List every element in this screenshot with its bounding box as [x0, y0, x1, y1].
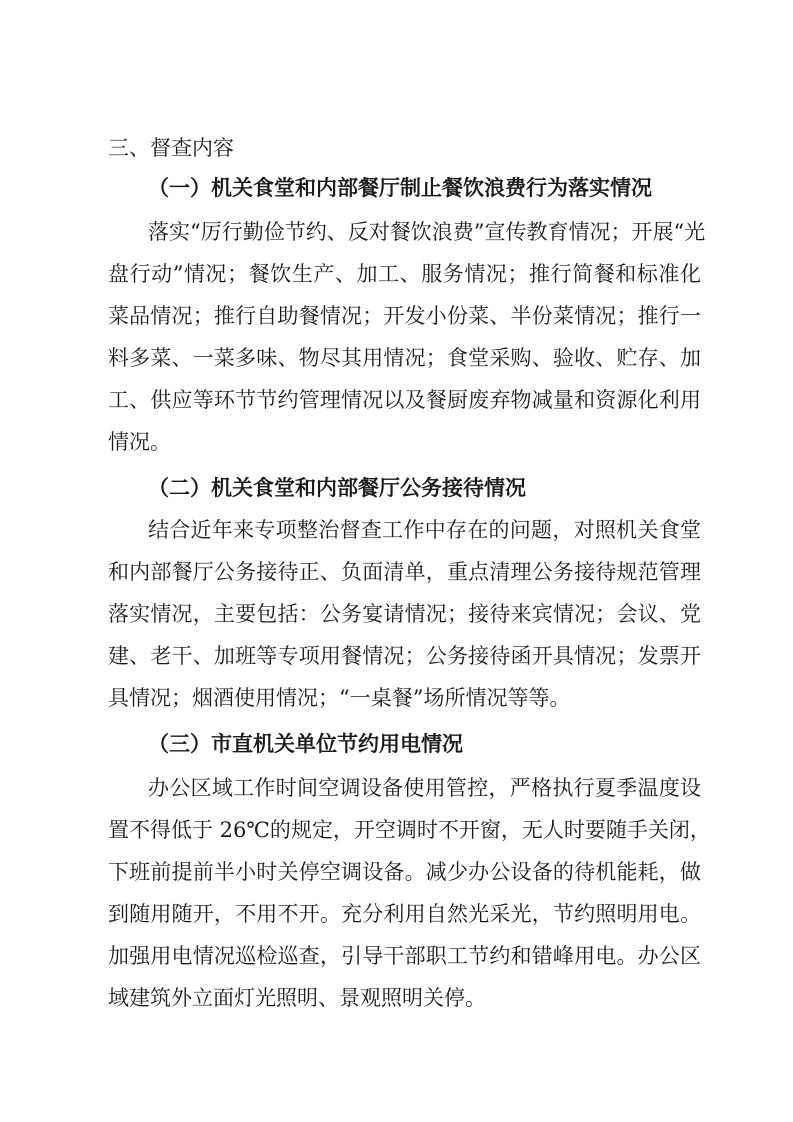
part-3-heading: （三）市直机关单位节约用电情况 [148, 731, 463, 756]
part-2-line-3: 落实情况，主要包括：公务宴请情况；接待来宾情况；会议、党 [108, 602, 701, 626]
part-1-line-5: 工、供应等环节节约管理情况以及餐厨废弃物减量和资源化利用 [108, 388, 701, 412]
part-1-line-1: 落实“厉行勤俭节约、反对餐饮浪费”宣传教育情况；开展“光 [148, 220, 706, 244]
part-3-line-3: 下班前提前半小时关停空调设备。减少办公设备的待机能耗，做 [108, 860, 701, 884]
part-2-line-4: 建、老干、加班等专项用餐情况；公务接待函开具情况；发票开 [108, 644, 701, 668]
part-3-line-6: 域建筑外立面灯光照明、景观照明关停。 [108, 986, 486, 1010]
part-1-line-6: 情况。 [108, 430, 171, 454]
part-1-heading: （一）机关食堂和内部餐厅制止餐饮浪费行为落实情况 [148, 175, 652, 200]
part-1-line-2: 盘行动”情况；餐饮生产、加工、服务情况；推行简餐和标准化 [108, 262, 701, 286]
part-2-line-2: 和内部餐厅公务接待正、负面清单，重点清理公务接待规范管理 [108, 560, 701, 584]
part-1-line-4: 料多菜、一菜多味、物尽其用情况；食堂采购、验收、贮存、加 [108, 346, 701, 370]
section-title: 三、督查内容 [108, 136, 234, 160]
part-3-line-5: 加强用电情况巡检巡查，引导干部职工节约和错峰用电。办公区 [108, 944, 701, 968]
part-1-line-3: 菜品情况；推行自助餐情况；开发小份菜、半份菜情况；推行一 [108, 304, 701, 328]
part-3-line-1: 办公区域工作时间空调设备使用管控，严格执行夏季温度设 [148, 776, 701, 800]
part-2-line-1: 结合近年来专项整治督查工作中存在的问题，对照机关食堂 [148, 518, 701, 542]
part-2-heading: （二）机关食堂和内部餐厅公务接待情况 [148, 475, 526, 500]
part-3-line-4: 到随用随开，不用不开。充分利用自然光采光，节约照明用电。 [108, 902, 701, 926]
part-2-line-5: 具情况；烟酒使用情况；“一桌餐”场所情况等等。 [108, 686, 571, 710]
part-3-line-2: 置不得低于 26℃的规定，开空调时不开窗，无人时要随手关闭， [108, 818, 711, 842]
